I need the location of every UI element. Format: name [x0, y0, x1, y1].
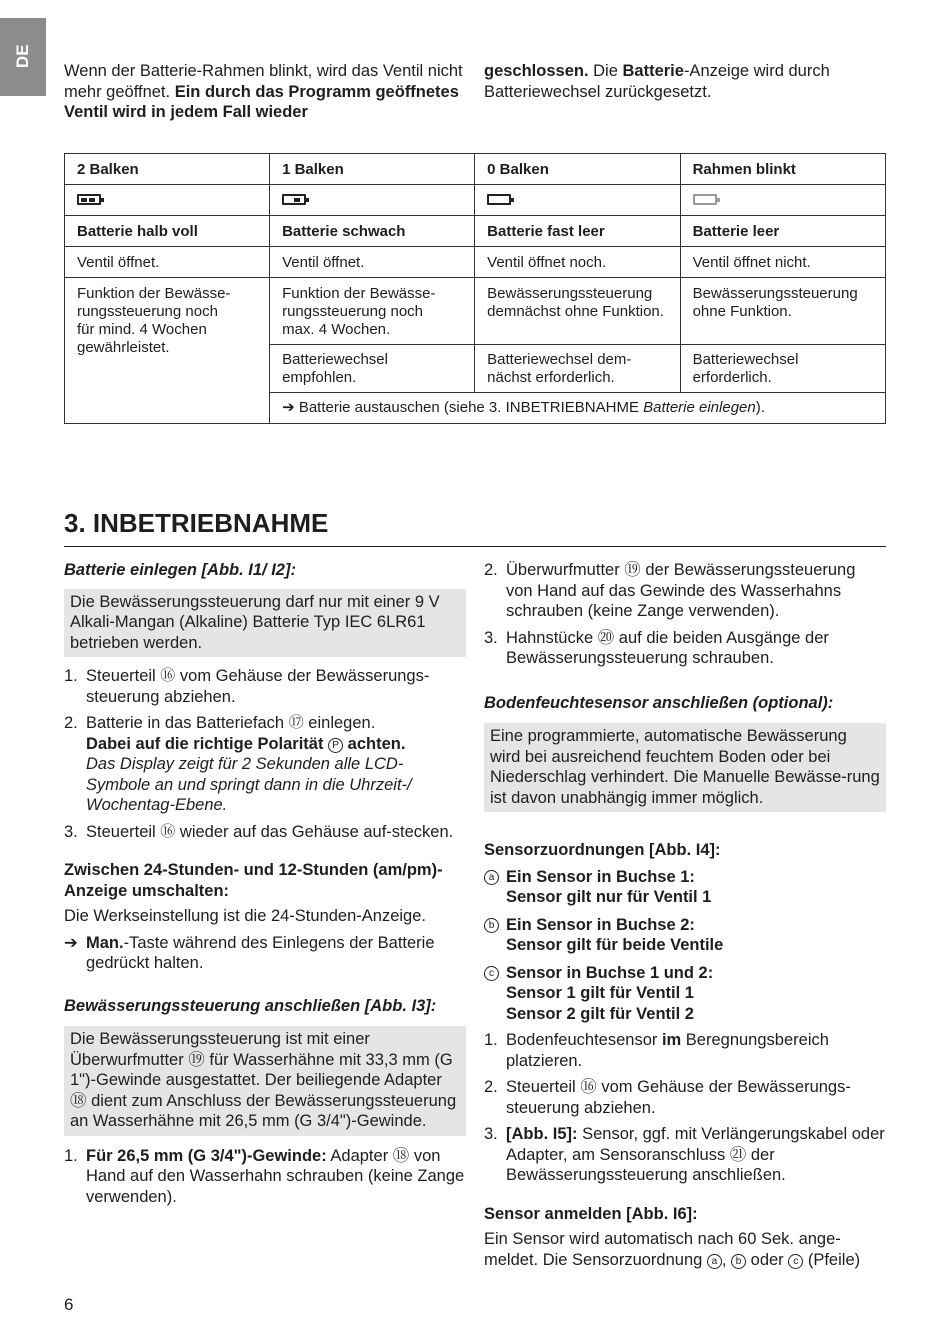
item-number: 3. — [484, 628, 498, 647]
part-18-marker: ⑱ — [70, 1091, 87, 1110]
sensor-note-box: Eine programmierte, automatische Bewässerung wird bei ausreichend feuchtem Boden oder bei Niederschlag verhindert. Die Manuelle Bewässe-rung ist davon unabhängig immer möglich. — [484, 723, 886, 812]
status-cell: Batterie leer — [680, 216, 885, 247]
icon-cell — [65, 185, 270, 216]
intro-bold-text: geschlossen. — [484, 62, 589, 80]
function-cell: Funktion der Bewässe- rungssteuerung noch max. 4 Wochen. — [270, 278, 475, 345]
assign-heading: Sensorzuordnungen [Abb. I4]: — [484, 841, 721, 859]
item-text: einlegen. — [303, 714, 376, 732]
register-text — [484, 1229, 886, 1270]
note-link-text: Batterie einlegen — [643, 399, 756, 416]
item-text: vom Gehäuse der Bewässerungs-steuerung abziehen. — [86, 667, 430, 706]
item-text: Beregnungsbereich platzieren. — [506, 1031, 829, 1070]
clock-text: Die Werkseinstellung ist die 24-Stunden-Anzeige. — [64, 907, 426, 925]
note-text: ). — [755, 399, 765, 416]
item-bold-text: Dabei auf die richtige Polarität — [86, 734, 329, 753]
list-item — [484, 560, 886, 622]
icon-cell — [270, 185, 475, 216]
item-number: 2. — [64, 714, 78, 732]
status-cell: Batterie fast leer — [475, 216, 680, 247]
battery-note-box: Die Bewässerungssteuerung darf nur mit einer 9 V Alkali-Mangan (Alkaline) Batterie Typ IEC 6LR61 betrieben werden. — [64, 589, 466, 658]
valve-cell: Ventil öffnet nicht. — [680, 247, 885, 278]
status-cell: Batterie halb voll — [65, 216, 270, 247]
item-italic-text: Das Display zeigt für 2 Sekunden alle LCD-Symbole an und springt dann in die Uhrzeit-/ Wochentag-Ebene. — [86, 755, 412, 814]
polarity-marker: P — [328, 738, 343, 753]
list-item — [484, 1124, 886, 1186]
header-frame-blinks: Rahmen blinkt — [680, 154, 885, 185]
list-item — [64, 1146, 466, 1208]
option-c-marker: c — [788, 1254, 803, 1269]
option-b-marker: b — [731, 1254, 746, 1269]
header-2-bars: 2 Balken — [65, 154, 270, 185]
item-bold-text: achten. — [343, 734, 406, 753]
battery-heading: Batterie einlegen [Abb. I1/ I2]: — [64, 561, 296, 579]
man-key-label: Man. — [86, 933, 124, 952]
intro-text: Die — [588, 62, 623, 80]
item-text: Steuerteil — [86, 822, 161, 841]
left-column — [64, 560, 466, 1207]
item-text: Adapter — [326, 1146, 393, 1165]
item-text: vom Gehäuse der Bewässerungs-steuerung abziehen. — [506, 1078, 851, 1117]
assignment-text: Ein Sensor in Buchse 2: Sensor gilt für beide Ventile — [506, 915, 724, 954]
item-text: wieder auf das Gehäuse auf-stecken. — [175, 822, 454, 841]
item-text: Sensor, ggf. mit Verlängerungskabel oder Adapter, am Sensoranschluss — [506, 1125, 885, 1164]
list-item — [484, 1030, 886, 1071]
part-20-marker: ⑳ — [597, 628, 615, 647]
change-cell: Batteriewechsel erforderlich. — [680, 345, 885, 393]
header-1-bar: 1 Balken — [270, 154, 475, 185]
assignment-b — [484, 915, 886, 956]
sensor-heading: Bodenfeuchtesensor anschließen (optional): — [484, 693, 834, 712]
assignment-c — [484, 963, 886, 1025]
replace-battery-note — [270, 393, 886, 424]
item-number: 3. — [484, 1125, 498, 1143]
table-icon-row — [65, 185, 886, 216]
intro-left — [64, 61, 466, 123]
separator: , — [721, 1250, 732, 1269]
connect-heading: Bewässerungssteuerung anschließen [Abb. I3]: — [64, 996, 437, 1015]
clock-heading: Zwischen 24-Stunden- und 12-Stunden (am/pm)-Anzeige umschalten: — [64, 861, 443, 900]
header-0-bars: 0 Balken — [475, 154, 680, 185]
assignment-text: Sensor in Buchse 1 und 2: Sensor 1 gilt für Ventil 1 Sensor 2 gilt für Ventil 2 — [506, 963, 714, 1023]
function-cell: Funktion der Bewässe- rungssteuerung noch für mind. 4 Wochen gewährleistet. — [65, 278, 270, 424]
icon-cell — [475, 185, 680, 216]
register-body: (Pfeile) — [803, 1250, 861, 1269]
battery-2-bars-icon — [77, 194, 101, 205]
option-a-marker: a — [484, 870, 499, 885]
item-text: Überwurfmutter — [506, 561, 625, 579]
item-text: Steuerteil — [86, 667, 161, 685]
item-text: Bodenfeuchtesensor — [506, 1031, 662, 1049]
item-text: der Bewässerungssteuerung von Hand auf das Gewinde des Wasserhahns schrauben (keine Zange verwenden). — [506, 561, 856, 620]
part-16-marker: ⑯ — [160, 822, 176, 840]
part-16-marker: ⑯ — [160, 667, 176, 684]
option-a-marker: a — [707, 1254, 722, 1269]
part-21-marker: ㉑ — [729, 1145, 747, 1164]
item-bold-text: [Abb. I5]: — [506, 1125, 578, 1143]
table-header-row — [65, 154, 886, 185]
part-16-marker: ⑯ — [580, 1078, 597, 1096]
list-item — [484, 1077, 886, 1118]
valve-cell: Ventil öffnet noch. — [475, 247, 680, 278]
table-status-row — [65, 216, 886, 247]
list-item — [484, 628, 886, 669]
battery-1-bar-icon — [282, 194, 306, 205]
part-17-marker: ⑰ — [288, 714, 304, 731]
intro-bold-text: Ein durch das Programm geöffnetes Ventil wird in jedem Fall wieder — [64, 82, 459, 121]
item-number: 1. — [64, 1146, 78, 1165]
item-text: Hahnstücke — [506, 628, 598, 647]
arrow-icon: ➔ — [64, 933, 78, 952]
note-text: ➔ Batterie austauschen (siehe 3. INBETRIEBNAHME — [282, 399, 644, 416]
list-item — [64, 822, 466, 843]
language-tab — [0, 18, 46, 96]
item-text: Batterie in das Batteriefach — [86, 714, 289, 732]
status-cell: Batterie schwach — [270, 216, 475, 247]
option-c-marker: c — [484, 966, 499, 981]
battery-frame-blinking-icon — [693, 194, 717, 205]
list-item — [64, 933, 466, 974]
battery-status-table — [64, 153, 886, 424]
list-item — [64, 713, 466, 816]
register-body: Ein Sensor wird automatisch nach 60 Sek. ange-meldet. Die Sensorzuordnung — [484, 1230, 841, 1269]
language-label: DE — [12, 44, 32, 69]
list-item — [64, 666, 466, 707]
valve-cell: Ventil öffnet. — [65, 247, 270, 278]
part-19-marker: ⑲ — [188, 1050, 205, 1069]
item-number: 3. — [64, 822, 78, 841]
register-heading: Sensor anmelden [Abb. I6]: — [484, 1204, 698, 1223]
item-text: Steuerteil — [506, 1078, 581, 1096]
item-number: 2. — [484, 561, 498, 579]
intro-right — [484, 61, 886, 102]
note-text: dient zum Anschluss der Bewässerungssteuerung an Wasserhähne mit 26,5 mm (G 3/4")-Gewinde. — [70, 1091, 457, 1130]
change-cell: Batteriewechsel dem- nächst erforderlich. — [475, 345, 680, 393]
intro-bold-text: Batterie — [622, 62, 684, 80]
assignment-a — [484, 867, 886, 908]
valve-cell: Ventil öffnet. — [270, 247, 475, 278]
intro-text: -Anzeige wird durch Batteriewechsel zurückgesetzt. — [484, 62, 830, 101]
change-cell: Batteriewechsel empfohlen. — [270, 345, 475, 393]
part-19-marker: ⑲ — [624, 561, 641, 579]
table-valve-row — [65, 247, 886, 278]
item-bold-text: Für 26,5 mm (G 3/4")-Gewinde: — [86, 1146, 327, 1165]
function-cell: Bewässerungssteuerung demnächst ohne Funktion. — [475, 278, 680, 345]
option-b-marker: b — [484, 918, 499, 933]
function-cell: Bewässerungssteuerung ohne Funktion. — [680, 278, 885, 345]
page-number: 6 — [64, 1295, 74, 1314]
item-number: 2. — [484, 1078, 498, 1096]
separator: oder — [746, 1250, 789, 1269]
intro-text: Wenn der Batterie-Rahmen blinkt, wird das Ventil nicht mehr geöffnet. — [64, 62, 463, 101]
item-text: -Taste während des Einlegens der Batterie gedrückt halten. — [86, 933, 435, 972]
item-text: von Hand auf den Wasserhahn schrauben (keine Zange verwenden). — [86, 1146, 465, 1206]
assignment-text: Ein Sensor in Buchse 1: Sensor gilt nur für Ventil 1 — [506, 867, 712, 906]
item-text: der Bewässerungssteuerung anschließen. — [506, 1145, 786, 1184]
battery-0-bars-icon — [487, 194, 511, 205]
right-column — [484, 560, 886, 1270]
part-18-marker: ⑱ — [392, 1146, 410, 1165]
item-number: 1. — [64, 667, 78, 685]
icon-cell — [680, 185, 885, 216]
note-text: Die Bewässerungssteuerung ist mit einer Überwurfmutter — [70, 1030, 370, 1069]
connect-note-box — [64, 1026, 466, 1136]
table-function-row — [65, 278, 886, 345]
item-number: 1. — [484, 1031, 498, 1049]
item-text: auf die beiden Ausgänge der Bewässerungssteuerung schrauben. — [506, 628, 829, 667]
section-title: 3. INBETRIEBNAHME — [64, 508, 886, 547]
note-text: für Wasserhähne mit 33,3 mm (G 1")-Gewinde ausgestattet. Der beiliegende Adapter — [70, 1050, 453, 1089]
item-bold-text: im — [661, 1031, 682, 1049]
